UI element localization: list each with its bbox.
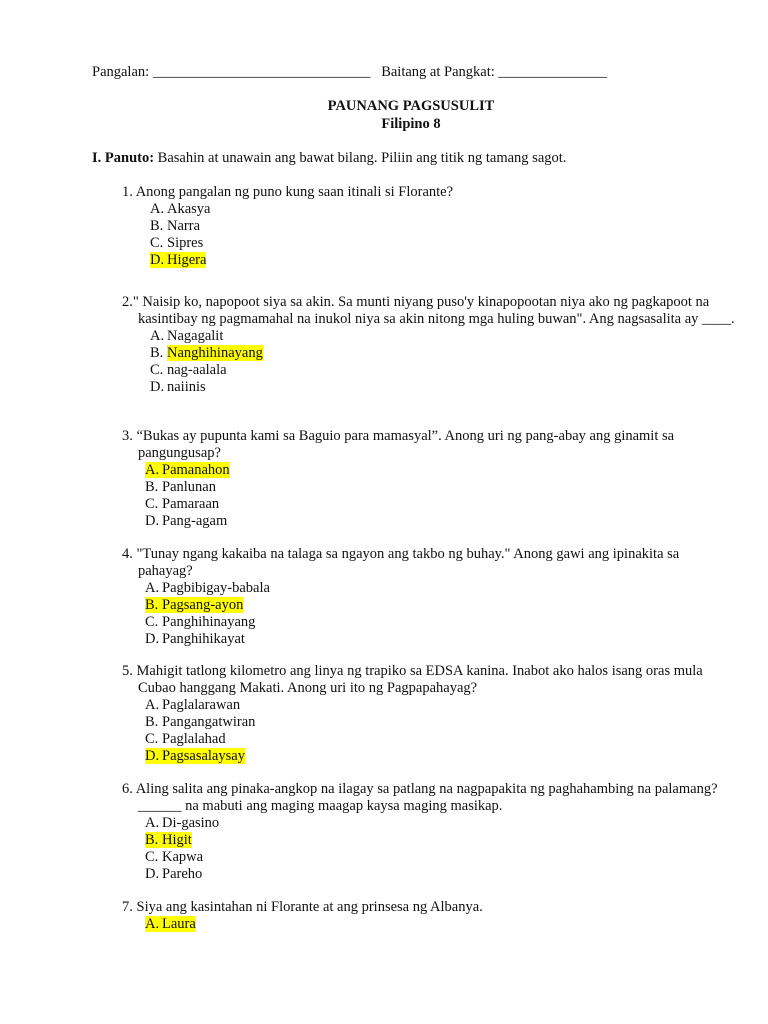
choice-text: Pangangatwiran xyxy=(162,714,256,730)
choice-letter: C. xyxy=(145,849,159,865)
choice-letter: B. xyxy=(145,597,159,613)
choice-1a xyxy=(150,201,736,218)
choice-6d xyxy=(145,866,736,883)
choice-letter: B. xyxy=(145,832,159,848)
choice-text: Pagbibigay-babala xyxy=(162,580,270,596)
choice-letter: A. xyxy=(145,462,160,478)
choice-text: nag-aalala xyxy=(167,362,227,378)
choice-text: Panlunan xyxy=(162,479,216,495)
choice-letter: D. xyxy=(145,866,160,882)
choice-text: Pamanahon xyxy=(162,462,230,478)
highlighted-answer: Nanghihinayang xyxy=(167,345,263,361)
choice-1b xyxy=(150,218,736,235)
choice-5a xyxy=(145,697,736,714)
choice-3b xyxy=(145,479,736,496)
question-4 xyxy=(122,546,736,648)
choice-text: Higit xyxy=(162,832,192,848)
question-text: 5. Mahigit tatlong kilometro ang linya ng trapiko sa EDSA kanina. Inabot ako halos isang oras mula Cubao hanggang Makati. Anong uri ito ng Pagpapahayag? xyxy=(122,663,703,696)
highlighted-answer xyxy=(145,748,245,764)
choice-letter: A. xyxy=(150,201,165,217)
question-6 xyxy=(122,781,736,883)
question-text: 1. Anong pangalan ng puno kung saan itinali si Florante? xyxy=(122,184,454,200)
choice-2b xyxy=(150,345,736,362)
choice-text: Higera xyxy=(167,252,207,268)
choice-letter: C. xyxy=(150,362,164,378)
highlighted-answer xyxy=(145,916,196,932)
choice-text: Nagagalit xyxy=(167,328,224,344)
choice-letter: D. xyxy=(145,748,160,764)
question-3 xyxy=(122,428,736,530)
question-5 xyxy=(122,663,736,765)
highlighted-answer xyxy=(145,597,243,613)
instructions-label: I. Panuto: xyxy=(92,150,155,166)
highlighted-answer xyxy=(145,462,230,478)
choice-letter: A. xyxy=(150,328,165,344)
choice-letter: B. xyxy=(145,714,159,730)
choice-3d xyxy=(145,513,736,530)
choice-6a xyxy=(145,815,736,832)
choice-text: Paglalarawan xyxy=(162,697,241,713)
question-text: 3. “Bukas ay pupunta kami sa Baguio para mamasyal”. Anong uri ng pang-abay ang ginamit sa pangungusap? xyxy=(122,428,675,461)
question-7 xyxy=(122,899,736,933)
question-1 xyxy=(122,184,736,269)
choice-1c xyxy=(150,235,736,252)
choice-5d xyxy=(145,748,736,765)
choice-letter: C. xyxy=(150,235,164,251)
choice-text: Pamaraan xyxy=(162,496,220,512)
choice-text: Sipres xyxy=(167,235,204,251)
choice-letter: D. xyxy=(145,513,160,529)
choice-2c xyxy=(150,362,736,379)
instructions-text: Basahin at unawain ang bawat bilang. Piliin ang titik ng tamang sagot. xyxy=(157,150,567,166)
choice-text: Di-gasino xyxy=(162,815,220,831)
choice-letter: A. xyxy=(145,580,160,596)
choice-text: Paglalahad xyxy=(162,731,226,747)
question-text: 4. "Tunay ngang kakaiba na talaga sa ngayon ang takbo ng buhay." Anong gawi ang ipinakita sa pahayag? xyxy=(122,546,680,579)
choice-letter: D. xyxy=(145,631,160,647)
grade-blank: _______________ xyxy=(498,64,608,80)
choice-3a xyxy=(145,462,736,479)
choice-letter: A. xyxy=(145,916,160,932)
grade-label: Baitang at Pangkat: xyxy=(381,64,495,80)
choice-letter: C. xyxy=(145,731,159,747)
choice-letter: D. xyxy=(150,252,165,268)
highlighted-answer xyxy=(145,832,192,848)
choice-letter: B. xyxy=(145,479,159,495)
question-text: 7. Siya ang kasintahan ni Florante at ang prinsesa ng Albanya. xyxy=(122,899,483,915)
choice-7a xyxy=(145,916,736,933)
choice-2d xyxy=(150,379,736,396)
instructions xyxy=(92,150,566,167)
choice-text: Narra xyxy=(167,218,201,234)
choice-text: Panghihinayang xyxy=(162,614,256,630)
choice-text: Pagsasalaysay xyxy=(162,748,245,764)
name-blank: ______________________________ xyxy=(152,64,371,80)
choice-text: Laura xyxy=(162,916,196,932)
choice-letter: B. xyxy=(150,345,164,361)
choice-text: Pang-agam xyxy=(162,513,228,529)
choice-3c xyxy=(145,496,736,513)
page-subtitle: Filipino 8 xyxy=(381,116,441,132)
name-label: Pangalan: xyxy=(92,64,150,80)
choice-letter: A. xyxy=(145,697,160,713)
choice-4b xyxy=(145,597,736,614)
choice-5c xyxy=(145,731,736,748)
choice-letter: C. xyxy=(145,496,159,512)
choice-letter: B. xyxy=(150,218,164,234)
choice-6b xyxy=(145,832,736,849)
choice-1d xyxy=(150,252,736,269)
choice-4d xyxy=(145,631,736,648)
choice-text: Pareho xyxy=(162,866,203,882)
choice-4a xyxy=(145,580,736,597)
choice-text: Panghihikayat xyxy=(162,631,245,647)
header-line xyxy=(92,64,607,81)
choice-text: Kapwa xyxy=(162,849,204,865)
question-text: 2." Naisip ko, napopoot siya sa akin. Sa munti niyang puso'y kinapopootan niya ako ng pagkapoot na kasintibay ng pagmamahal na inukol niya sa akin nitong mga huling buwan". Ang nagsasalita ay ____. xyxy=(122,294,735,327)
page-title: PAUNANG PAGSUSULIT xyxy=(327,98,495,114)
choice-text: Akasya xyxy=(167,201,211,217)
choice-5b xyxy=(145,714,736,731)
question-text: 6. Aling salita ang pinaka-angkop na ilagay sa patlang na nagpapakita ng paghahambing na palamang? ______ na mabuti ang maging maagap kaysa maging masikap. xyxy=(122,781,718,814)
question-2 xyxy=(122,294,736,396)
choice-2a xyxy=(150,328,736,345)
choice-letter: A. xyxy=(145,815,160,831)
choice-letter: D. xyxy=(150,379,165,395)
highlighted-answer xyxy=(150,252,206,268)
choice-letter: C. xyxy=(145,614,159,630)
choice-text: Pagsang-ayon xyxy=(162,597,244,613)
choice-4c xyxy=(145,614,736,631)
choice-6c xyxy=(145,849,736,866)
choice-text: naiinis xyxy=(167,379,206,395)
